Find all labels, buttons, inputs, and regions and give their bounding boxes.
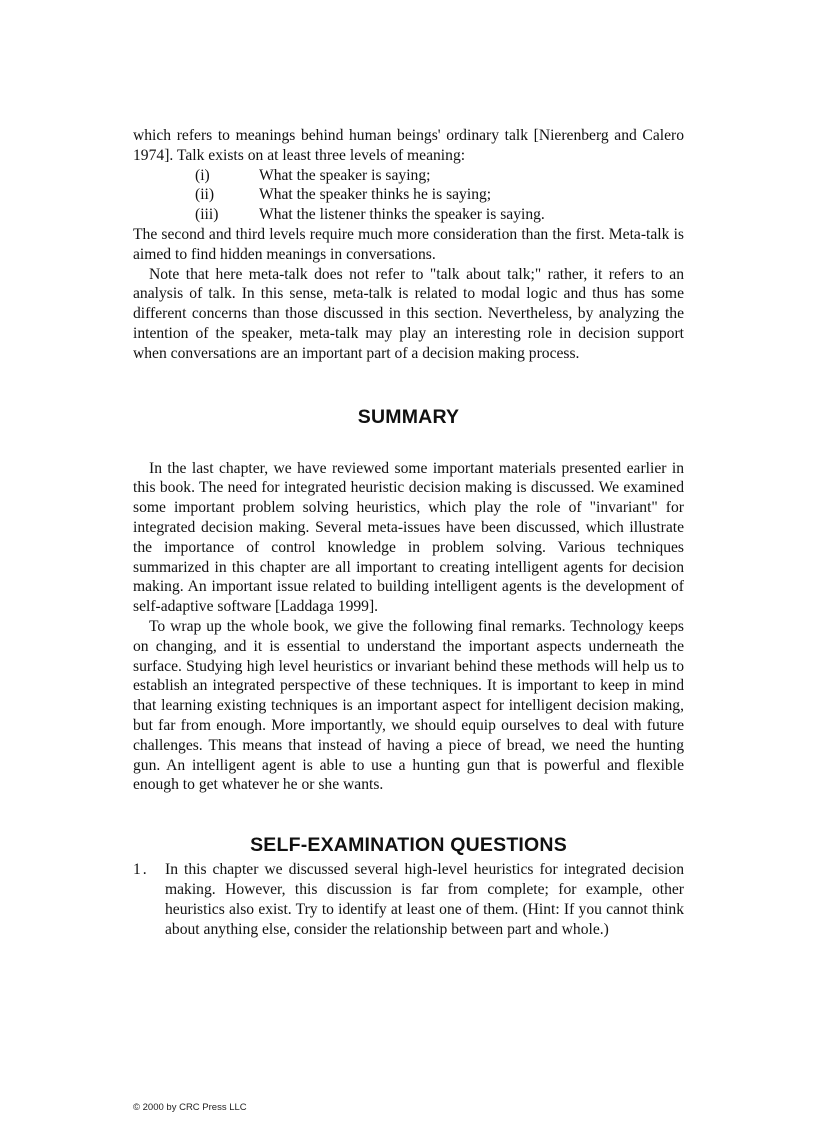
meaning-levels-list: [133, 166, 684, 225]
questions-heading: SELF-EXAMINATION QUESTIONS: [250, 834, 567, 857]
question-text: In this chapter we discussed several high-level heuristics for integrated decision making. However, this discussion is far from complete; for example, other heuristics also exist. Try to identify at least one of them. (Hint: If you cannot think about anything else, consider the relationship between part and whole.): [165, 861, 684, 938]
list-item-number: (ii): [195, 186, 215, 204]
intro-paragraph: which refers to meanings behind human beings' ordinary talk [Nierenberg and Calero 1974]. Talk exists on at least three levels of meaning:: [133, 127, 684, 164]
list-item-number: (i): [195, 166, 210, 184]
list-item-text: What the speaker thinks he is saying;: [259, 186, 492, 204]
list-item-text: What the speaker is saying;: [259, 166, 431, 184]
summary-heading: SUMMARY: [357, 405, 460, 428]
list-item-number: (iii): [195, 206, 219, 224]
summary-paragraph-1: In the last chapter, we have reviewed some important materials presented earlier in this book. The need for integrated heuristic decision making is discussed. We examined some important problem solving heuristics, which play the role of "invariant" for integrated decision making. Several meta-issues have been discussed, which illustrate the importance of control knowledge in problem solving. Various techniques summarized in this chapter are all important to creating intelligent agents for decision making. An important issue related to building intelligent agents is the development of self-adaptive software [Laddaga 1999].: [133, 459, 684, 616]
list-item-text: What the listener thinks the speaker is saying.: [259, 206, 545, 224]
summary-paragraph-2: To wrap up the whole book, we give the following final remarks. Technology keeps on changing, and it is essential to understand the important aspects underneath the surface. Studying high level heuristics or invariant behind these methods will help us to establish an integrated perspective of these techniques. It is important to keep in mind that learning existing techniques is an important aspect for intelligent decision making, but far from enough. More importantly, we should equip ourselves to deal with future challenges. This means that instead of having a piece of bread, we need the hunting gun. An intelligent agent is able to use a hunting gun that is powerful and flexible enough to get whatever he or she wants.: [133, 617, 684, 794]
meta-talk-paragraph: Note that here meta-talk does not refer to "talk about talk;" rather, it refers to an analysis of talk. In this sense, meta-talk is related to modal logic and thus has some different concerns than those discussed in this section. Nevertheless, by analyzing the intention of the speaker, meta-talk may play an interesting role in decision support when conversations are an important part of a decision making process.: [133, 265, 684, 362]
list-item: [133, 166, 684, 186]
copyright-footer: © 2000 by CRC Press LLC: [133, 1102, 247, 1113]
list-item: [133, 205, 684, 225]
page-body: [133, 126, 684, 939]
question-item: [133, 860, 684, 939]
list-item: [133, 185, 684, 205]
question-number: 1.: [133, 861, 149, 879]
levels-paragraph: The second and third levels require much more consideration than the first. Meta-talk is aimed to find hidden meanings in conversations.: [133, 225, 684, 263]
